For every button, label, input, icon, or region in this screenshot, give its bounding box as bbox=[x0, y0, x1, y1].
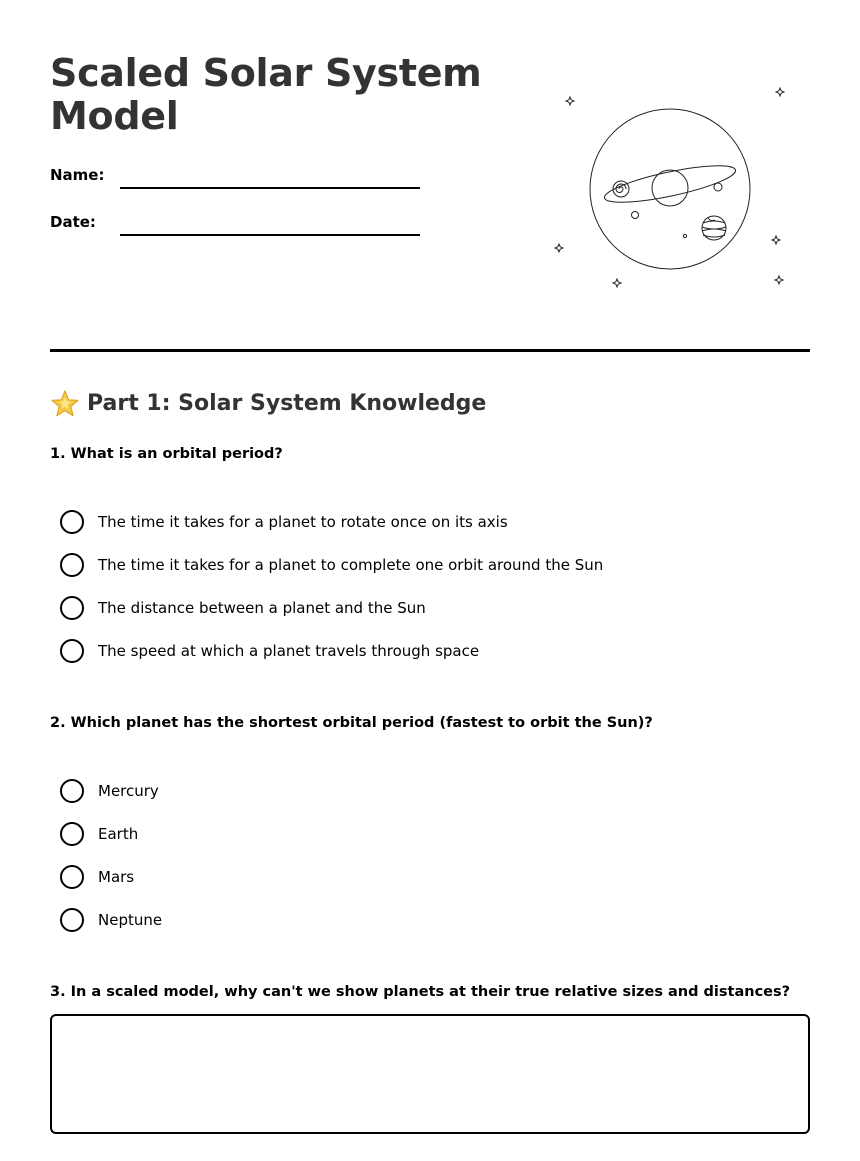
tiny-planet-icon bbox=[683, 234, 686, 237]
section-divider bbox=[50, 349, 810, 352]
radio-button[interactable] bbox=[60, 908, 84, 932]
question-2-options bbox=[60, 769, 162, 941]
small-planet-icon bbox=[714, 183, 722, 191]
striped-planet-icon bbox=[702, 216, 726, 240]
sparkle-icon bbox=[566, 97, 574, 105]
sparkle-icon bbox=[776, 88, 784, 96]
option-label: Mercury bbox=[98, 781, 159, 800]
radio-button[interactable] bbox=[60, 822, 84, 846]
question-1-options bbox=[60, 500, 603, 672]
part1-heading bbox=[50, 388, 486, 420]
option-label: Earth bbox=[98, 824, 139, 843]
sun-icon bbox=[652, 170, 688, 206]
question-2-option-2[interactable] bbox=[60, 812, 162, 855]
page-title: Scaled Solar System Model bbox=[50, 51, 482, 138]
question-1-option-1[interactable] bbox=[60, 500, 603, 543]
question-2-text: 2. Which planet has the shortest orbital period (fastest to orbit the Sun)? bbox=[50, 715, 653, 731]
option-label: The distance between a planet and the Sun bbox=[98, 598, 426, 617]
question-2-option-1[interactable] bbox=[60, 769, 162, 812]
option-label: The time it takes for a planet to rotate once on its axis bbox=[98, 512, 508, 531]
option-label: Mars bbox=[98, 867, 135, 886]
glowing-star-icon bbox=[50, 389, 80, 419]
radio-button[interactable] bbox=[60, 779, 84, 803]
radio-button[interactable] bbox=[60, 639, 84, 663]
radio-button[interactable] bbox=[60, 553, 84, 577]
question-1-text: 1. What is an orbital period? bbox=[50, 446, 283, 462]
option-label: The time it takes for a planet to complete one orbit around the Sun bbox=[98, 555, 604, 574]
question-2-option-3[interactable] bbox=[60, 855, 162, 898]
radio-button[interactable] bbox=[60, 865, 84, 889]
name-label: Name: bbox=[50, 166, 105, 184]
sparkle-icon bbox=[613, 279, 621, 287]
sparkle-icon bbox=[555, 244, 563, 252]
option-label: The speed at which a planet travels through space bbox=[98, 641, 480, 660]
name-field[interactable] bbox=[120, 187, 420, 189]
question-3-text: 3. In a scaled model, why can't we show planets at their true relative sizes and distances? bbox=[50, 984, 791, 1000]
spiral-planet-icon bbox=[613, 181, 629, 197]
question-1-option-2[interactable] bbox=[60, 543, 603, 586]
solar-system-illustration bbox=[540, 60, 800, 300]
question-1-option-4[interactable] bbox=[60, 629, 603, 672]
sparkle-icon bbox=[775, 276, 783, 284]
date-field[interactable] bbox=[120, 234, 420, 236]
question-1-option-3[interactable] bbox=[60, 586, 603, 629]
sparkle-icon bbox=[772, 236, 780, 244]
question-2-option-4[interactable] bbox=[60, 898, 162, 941]
small-planet-icon bbox=[632, 212, 639, 219]
radio-button[interactable] bbox=[60, 510, 84, 534]
radio-button[interactable] bbox=[60, 596, 84, 620]
date-label: Date: bbox=[50, 213, 96, 231]
question-3-answer-box[interactable] bbox=[50, 1014, 810, 1134]
part1-heading-text: Part 1: Solar System Knowledge bbox=[87, 391, 487, 416]
option-label: Neptune bbox=[98, 910, 163, 929]
